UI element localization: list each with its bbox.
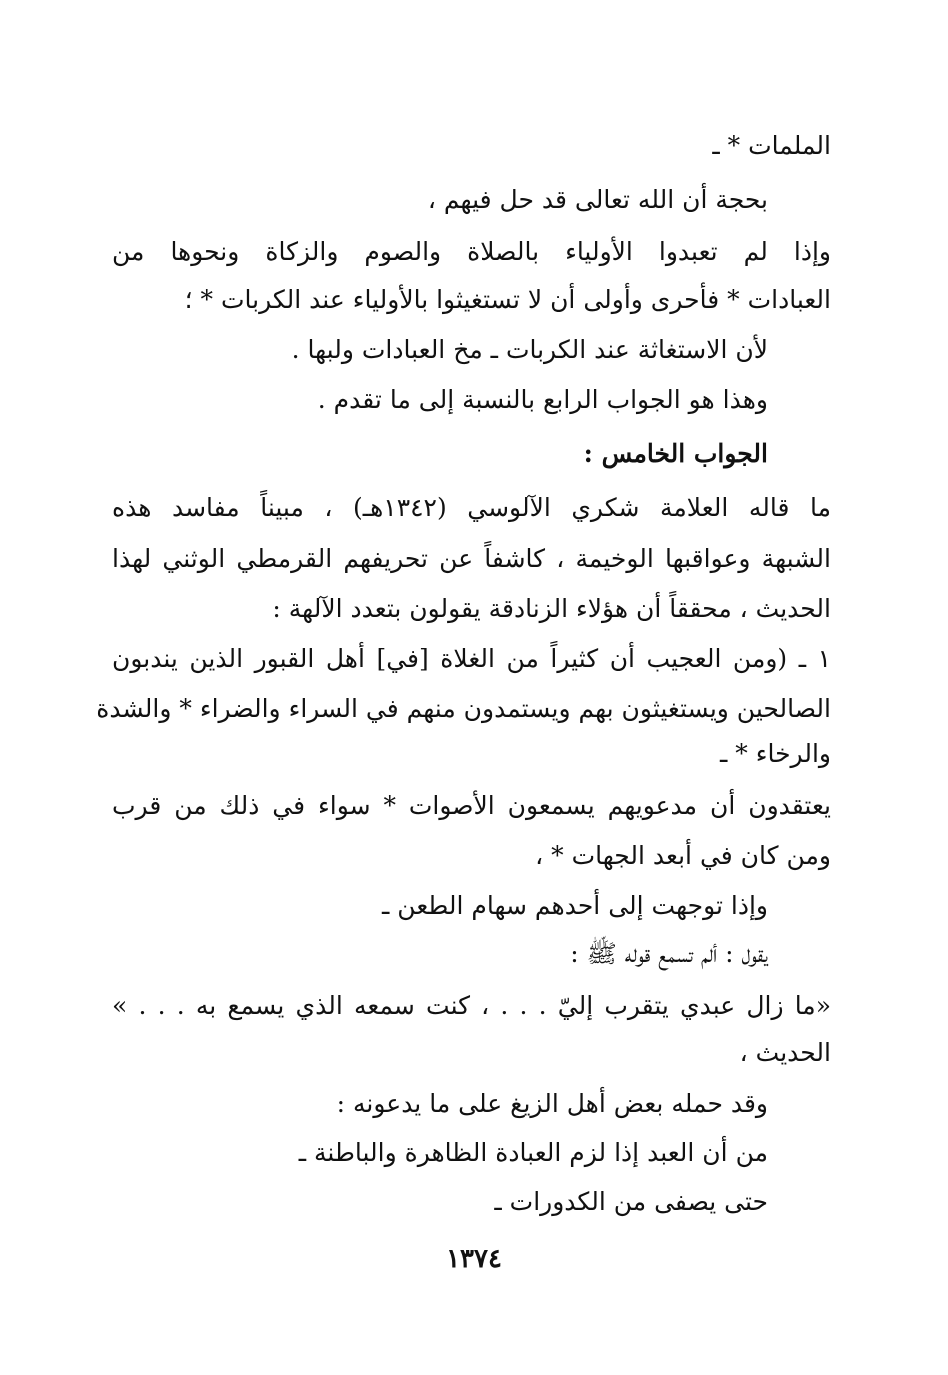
text-line: العبادات * فأحرى وأولى أن لا تستغيثوا بالأولياء عند الكربات * ؛ (184, 285, 831, 314)
text-line: لأن الاستغاثة عند الكربات ـ مخ العبادات ولبها . (291, 335, 768, 364)
text-line: ومن كان في أبعد الجهات * ، (535, 841, 831, 870)
text-line: وهذا هو الجواب الرابع بالنسبة إلى ما تقدم . (317, 385, 768, 414)
text-line: الحديث ، (739, 1038, 831, 1067)
text-line: يقول : ألم تسمع قوله ﷺ : (570, 939, 768, 968)
text-line: الصالحين ويستغيثون بهم ويستمدون منهم في السراء والضراء * والشدة (96, 694, 831, 723)
text-line: والرخاء * ـ (720, 739, 831, 768)
text-line: الشبهة وعواقبها الوخيمة ، كاشفاً عن تحريفهم القرمطي الوثني لهذا (112, 544, 831, 573)
text-line: بحجة أن الله تعالى قد حل فيهم ، (427, 185, 768, 214)
text-line: يعتقدون أن مدعويهم يسمعون الأصوات * سواء في ذلك من قرب (112, 791, 831, 820)
text-line: وإذا لم تعبدوا الأولياء بالصلاة والصوم والزكاة ونحوها من (112, 237, 831, 266)
text-line: الحديث ، محققاً أن هؤلاء الزنادقة يقولون بتعدد الآلهة : (272, 594, 831, 623)
section-heading: الجواب الخامس : (583, 439, 768, 468)
quote-line: «ما زال عبدي يتقرب إليّ . . . ، كنت سمعه الذي يسمع به . . . » (112, 991, 831, 1020)
text-line: ١ ـ (ومن العجيب أن كثيراً من الغلاة [في] أهل القبور الذين يندبون (112, 644, 831, 673)
text-line: من أن العبد إذا لزم العبادة الظاهرة والباطنة ـ (298, 1138, 768, 1167)
text-line: حتى يصفى من الكدورات ـ (494, 1187, 768, 1216)
text-line: ما قاله العلامة شكري الآلوسي (١٣٤٢هـ) ، مبيناً مفاسد هذه (112, 493, 831, 522)
page-number: ١٣٧٤ (446, 1244, 502, 1274)
text-line: وقد حمله بعض أهل الزيغ على ما يدعونه : (336, 1089, 768, 1118)
text-line: وإذا توجهت إلى أحدهم سهام الطعن ـ (382, 891, 768, 920)
text-line: الملمات * ـ (712, 131, 831, 160)
